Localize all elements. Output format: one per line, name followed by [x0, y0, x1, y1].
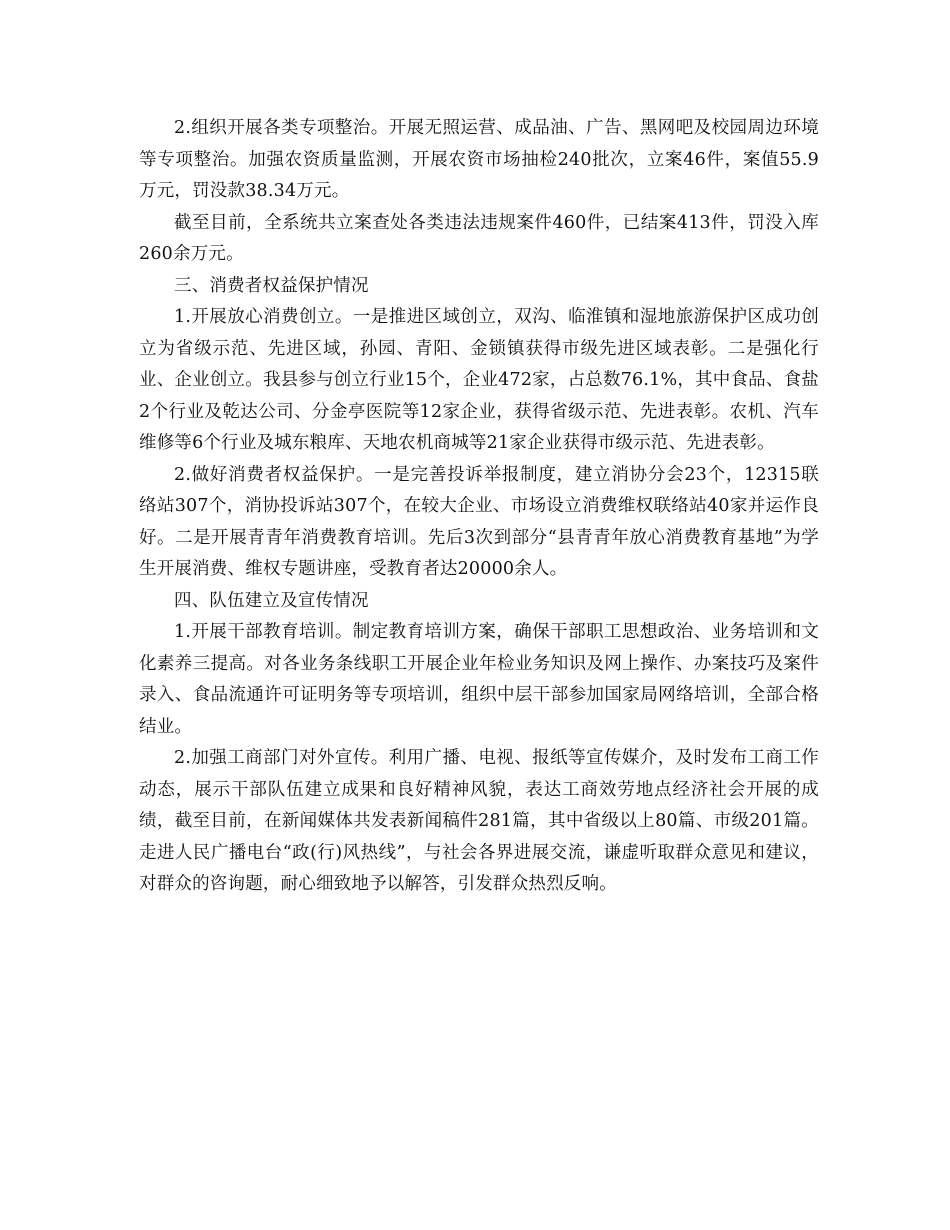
section-heading-consumer-rights: 三、消费者权益保护情况	[174, 275, 369, 296]
paragraph-consumer-protection: 2.做好消费者权益保护。一是完善投诉举报制度，建立消协分会23个，12315联络站307个，消协投诉站307个，在较大企业、市场设立消费维权联络站40家并运作良好。二是开展青青年消费教育培训。先后3次到部分“县青青年放心消费教育基地”为学生开展消费、维权专题讲座，受教育者达20000余人。	[139, 464, 819, 579]
paragraph-publicity: 2.加强工商部门对外宣传。利用广播、电视、报纸等宣传媒介，及时发布工商工作动态，展示干部队伍建立成果和良好精神风貌，表达工商效劳地点经济社会开展的成绩，截至目前，在新闻媒体共发表新闻稿件281篇，其中省级以上80篇、市级201篇。走进人民广播电台“政(行)风热线”，与社会各界进展交流，谦虚听取群众意见和建议，对群众的咨询题，耐心细致地予以解答，引发群众热烈反响。	[139, 748, 819, 894]
section-heading-team-building: 四、队伍建立及宣传情况	[174, 590, 369, 611]
document-body	[139, 113, 819, 901]
paragraph-cadre-training: 1.开展干部教育培训。制定教育培训方案，确保干部职工思想政治、业务培训和文化素养三提高。对各业务条线职工开展企业年检业务知识及网上操作、办案技巧及案件录入、食品流通许可证明务等专项培训，组织中层干部参加国家局网络培训，全部合格结业。	[139, 622, 819, 737]
paragraph-rectification: 2.组织开展各类专项整治。开展无照运营、成品油、广告、黑网吧及校园周边环境等专项整治。加强农资质量监测，开展农资市场抽检240批次，立案46件，案值55.9万元，罚没款38.34万元。	[139, 118, 819, 201]
paragraph-case-summary: 截至目前，全系统共立案查处各类违法违规案件460件，已结案413件，罚没入库260余万元。	[139, 212, 819, 264]
paragraph-assured-consumption: 1.开展放心消费创立。一是推进区域创立，双沟、临淮镇和湿地旅游保护区成功创立为省级示范、先进区域，孙园、青阳、金锁镇获得市级先进区域表彰。二是强化行业、企业创立。我县参与创立行业15个，企业472家，占总数76.1%，其中食品、食盐2个行业及乾达公司、分金亭医院等12家企业，获得省级示范、先进表彰。农机、汽车维修等6个行业及城东粮库、天地农机商城等21家企业获得市级示范、先进表彰。	[139, 307, 819, 453]
